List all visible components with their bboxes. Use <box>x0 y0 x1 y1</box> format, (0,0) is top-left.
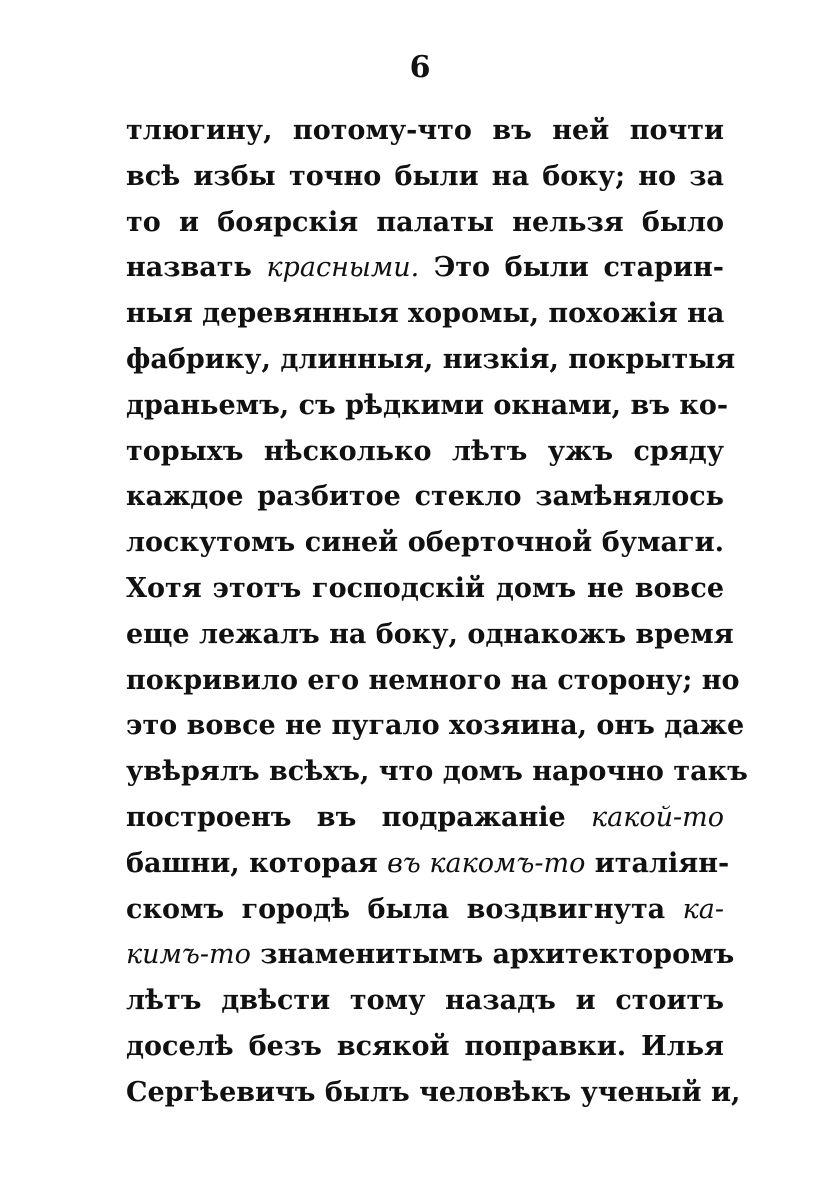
text-segment: лоскутомъ синей оберточной бумаги. <box>126 527 724 559</box>
text-segment: скомъ городѣ была воздвигнута <box>126 893 683 925</box>
text-line <box>126 520 724 566</box>
text-line <box>126 566 724 612</box>
text-line <box>126 474 724 520</box>
text-segment: башни, которая <box>126 847 388 879</box>
text-line <box>126 841 730 887</box>
text-segment: фабрику, длинныя, низкія, покрытыя <box>126 343 736 375</box>
italic-text: въ какомъ-то <box>387 847 586 879</box>
text-line <box>126 245 724 291</box>
text-segment: всѣ избы точно были на боку; но за <box>126 160 724 192</box>
text-line <box>126 154 724 200</box>
text-segment: лѣтъ двѣсти тому назадъ и стоитъ <box>126 985 724 1017</box>
text-segment: построенъ въ подражаніе <box>126 801 592 833</box>
italic-text: какой-то <box>591 801 724 833</box>
body-text <box>126 108 748 1116</box>
text-line <box>126 887 724 933</box>
text-segment: драньемъ, съ рѣдкими окнами, въ ко- <box>126 389 729 421</box>
text-segment: Илья <box>641 1030 724 1062</box>
text-line <box>126 383 729 429</box>
text-line <box>126 703 745 749</box>
text-line <box>126 749 748 795</box>
text-segment: покривило его немного на сторону; но <box>126 664 740 696</box>
text-segment: знаменитымъ архитекторомъ <box>250 939 735 971</box>
text-segment: увѣрялъ всѣхъ, что домъ нарочно такъ <box>126 756 748 788</box>
text-segment: ныя деревянныя хоромы, похожія на <box>126 298 725 330</box>
text-segment: назвать <box>126 252 267 284</box>
text-line <box>126 932 735 978</box>
text-segment: торыхъ нѣсколько лѣтъ ужъ сряду <box>126 435 724 467</box>
italic-text: кимъ-то <box>126 939 251 971</box>
text-segment: Это были старин- <box>419 252 724 284</box>
text-segment: тлюгину, потому-что въ ней почти <box>126 115 724 146</box>
text-line <box>126 291 724 337</box>
text-segment: доселѣ безъ всякой поправки. <box>126 1030 642 1062</box>
text-line <box>126 612 734 658</box>
text-segment: то и боярскія палаты нельзя было <box>126 206 724 238</box>
text-segment: каждое разбитое стекло замѣнялось <box>126 481 724 513</box>
text-line <box>126 108 724 154</box>
text-line <box>126 1070 741 1116</box>
text-line <box>126 200 724 246</box>
text-line <box>126 337 736 383</box>
page-number: 6 <box>409 50 431 85</box>
text-line <box>126 795 724 841</box>
text-segment: еще лежалъ на боку, однакожъ время <box>126 618 734 650</box>
text-segment: это вовсе не пугало хозяина, онъ даже <box>126 710 745 742</box>
text-line <box>126 429 724 475</box>
text-line <box>126 1024 724 1070</box>
text-segment: Хотя этотъ господскій домъ не вовсе <box>126 572 724 604</box>
italic-text: ка- <box>682 893 724 925</box>
italic-text: красными. <box>266 252 420 284</box>
text-line <box>126 978 724 1024</box>
text-segment: Сергѣевичъ былъ человѣкъ ученый и, <box>126 1076 741 1108</box>
text-line <box>126 658 740 704</box>
text-segment: италіян- <box>585 847 730 879</box>
